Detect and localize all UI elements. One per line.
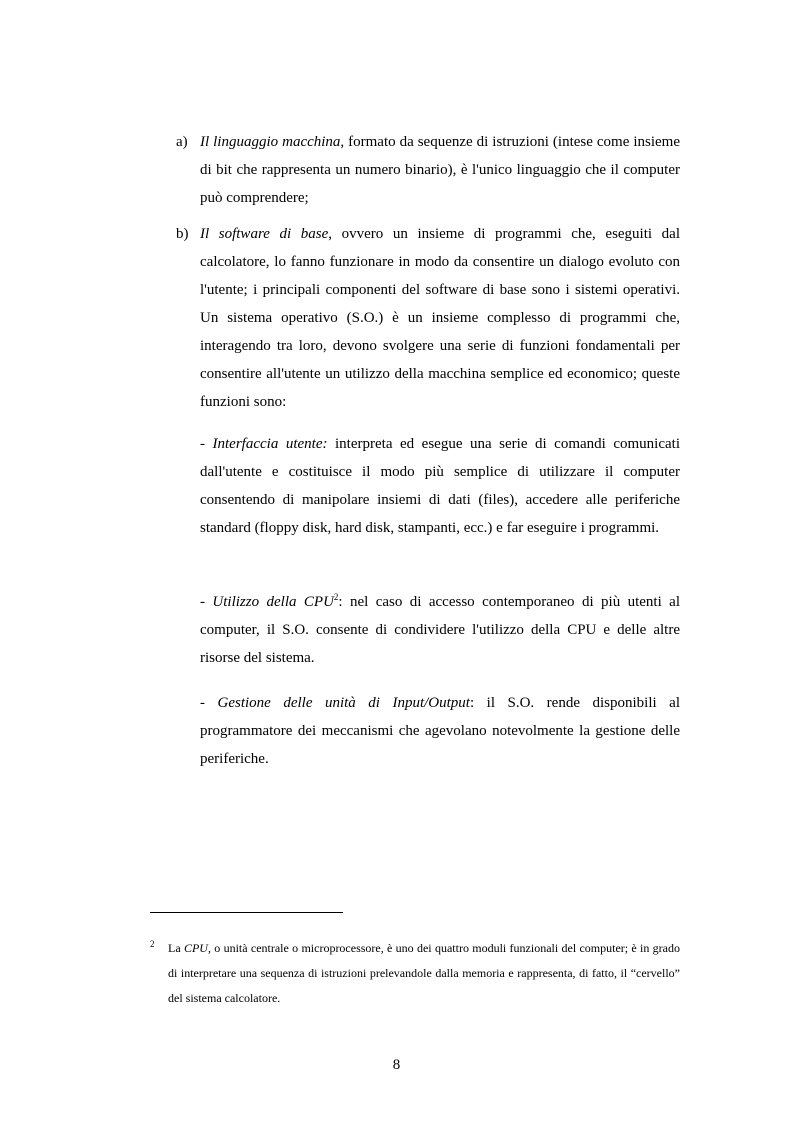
list-marker: a) (176, 134, 188, 150)
function-title: Utilizzo della CPU (212, 594, 334, 610)
function-body: interpreta ed esegue una serie di comandi comunicati dall'utente e costituisce il modo più semplice di utilizzare il computer consentendo di manipolare insiemi di dati (files), accedere alle periferiche standard (floppy disk, hard disk, stampanti, ecc.) e far eseguire i programmi. (200, 436, 680, 536)
function-gestione-io (200, 689, 680, 773)
function-title: Interfaccia utente: (212, 436, 328, 452)
dash: - (200, 594, 213, 610)
footnote (150, 936, 680, 1011)
function-interfaccia-utente (200, 430, 680, 542)
footnote-term: CPU (183, 941, 208, 955)
term-emphasis: Il linguaggio macchina (200, 134, 341, 150)
function-body: : nel caso di accesso contemporaneo di più utenti al computer, il S.O. consente di condividere l'utilizzo della CPU e delle altre risorse del sistema. (200, 594, 680, 666)
list-item-text (200, 128, 680, 212)
function-utilizzo-cpu (200, 588, 680, 672)
footnote-text (168, 936, 680, 1011)
item-body: , formato da sequenze di istruzioni (intese come insieme di bit che rappresenta un numero binario), è l'unico linguaggio che il computer può comprendere; (200, 134, 680, 206)
function-title: Gestione delle unità di Input/Output (217, 695, 470, 711)
list-item-text (200, 220, 680, 416)
dash: - (200, 436, 213, 452)
footnote-body: , o unità centrale o microprocessore, è uno dei quattro moduli funzionali del computer; è in grado di interpretare una sequenza di istruzioni prelevandole dalla memoria e rappresenta, di fatto, il “cervello” del sistema calcolatore. (168, 941, 681, 1005)
page-number: 8 (392, 1057, 401, 1073)
footnote-reference[interactable]: 2 (333, 592, 339, 602)
list-marker: b) (176, 226, 189, 242)
function-body: : il S.O. rende disponibili al programmatore dei meccanismi che agevolano notevolmente la gestione delle periferiche. (200, 695, 680, 767)
term-emphasis: Il software di base (200, 226, 329, 242)
footnote-pre: La (168, 941, 184, 955)
dash: - (200, 695, 218, 711)
item-body: , ovvero un insieme di programmi che, eseguiti dal calcolatore, lo fanno funzionare in modo da consentire un dialogo evoluto con l'utente; i principali componenti del software di base sono i sistemi operativi. Un sistema operativo (S.O.) è un insieme complesso di programmi che, interagendo tra loro, devono svolgere una serie di funzioni fondamentali per consentire all'utente un utilizzo della macchina semplice ed economico; queste funzioni sono: (200, 226, 680, 410)
footnote-separator (150, 912, 343, 913)
footnote-mark: 2 (150, 939, 155, 949)
